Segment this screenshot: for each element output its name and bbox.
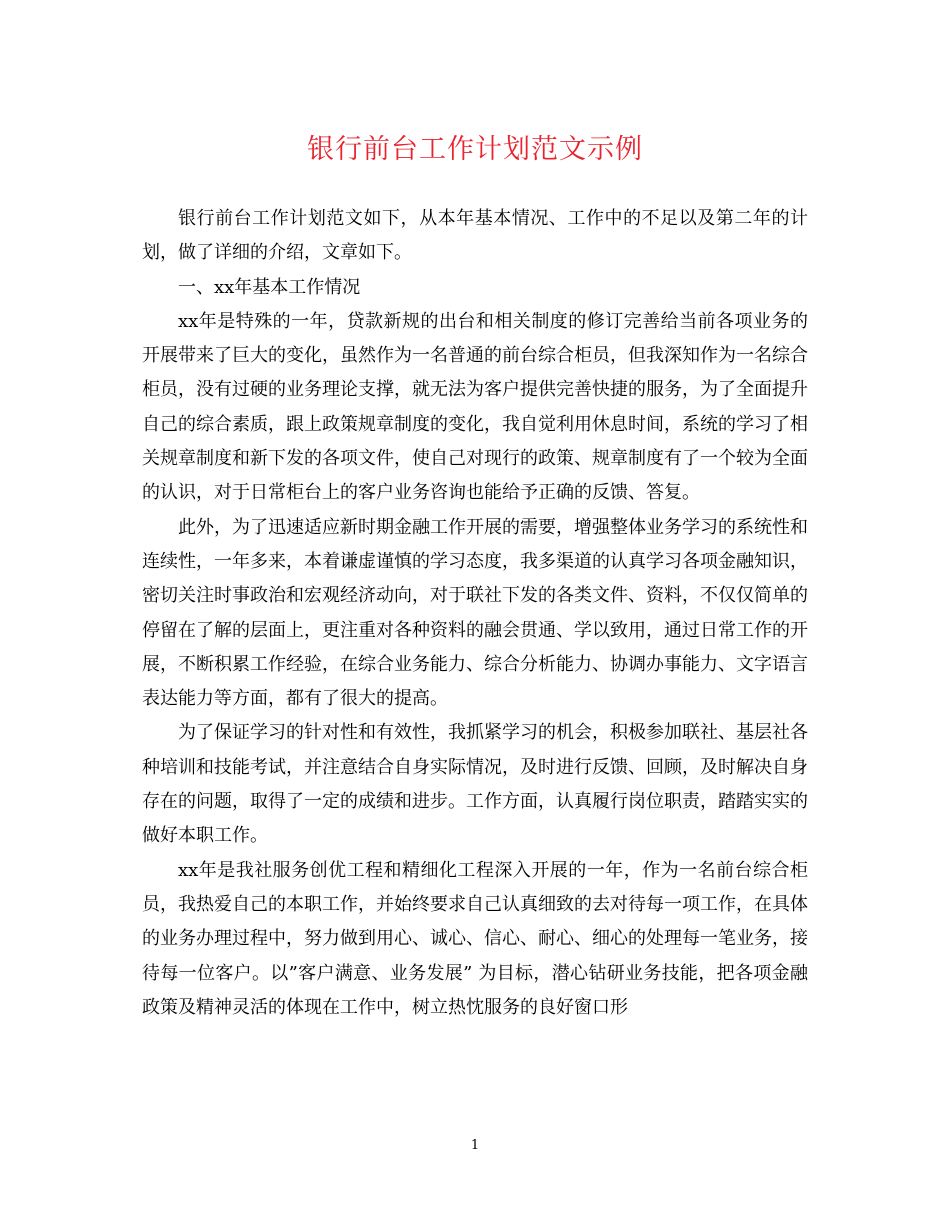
page-number: 1 [470,1138,480,1153]
intro-paragraph: 银行前台工作计划范文如下，从本年基本情况、工作中的不足以及第二年的计划，做了详细的介绍，文章如下。 [142,208,808,264]
body-paragraph: 为了保证学习的针对性和有效性，我抓紧学习的机会，积极参加联社、基层社各种培训和技能考试，并注意结合自身实际情况，及时进行反馈、回顾，及时解决自身存在的问题，取得了一定的成绩和进步。工作方面，认真履行岗位职责，踏踏实实的做好本职工作。 [142,722,808,847]
body-paragraph: xx年是我社服务创优工程和精细化工程深入开展的一年，作为一名前台综合柜员，我热爱自己的本职工作，并始终要求自己认真细致的去对待每一项工作，在具体的业务办理过程中，努力做到用心、诚心、信心、耐心、细心的处理每一笔业务，接待每一位客户。以”客户满意、业务发展” 为目标，潜心钻研业务技能，把各项金融政策及精神灵活的体现在工作中，树立热忱服务的良好窗口形 [142,859,808,1018]
section-heading: 一、xx年基本工作情况 [178,276,361,298]
body-paragraph: xx年是特殊的一年，贷款新规的出台和相关制度的修订完善给当前各项业务的开展带来了巨大的变化，虽然作为一名普通的前台综合柜员，但我深知作为一名综合柜员，没有过硬的业务理论支撑，就无法为客户提供完善快捷的服务，为了全面提升自己的综合素质，跟上政策规章制度的变化，我自觉利用休息时间，系统的学习了相关规章制度和新下发的各项文件，使自己对现行的政策、规章制度有了一个较为全面的认识，对于日常柜台上的客户业务咨询也能给予正确的反馈、答复。 [142,310,808,504]
page-title: 银行前台工作计划范文示例 [307,134,643,165]
body-paragraph: 此外，为了迅速适应新时期金融工作开展的需要，增强整体业务学习的系统性和连续性，一年多来，本着谦虚谨慎的学习态度，我多渠道的认真学习各项金融知识，密切关注时事政治和宏观经济动向，对于联社下发的各类文件、资料，不仅仅简单的停留在了解的层面上，更注重对各种资料的融会贯通、学以致用，通过日常工作的开展，不断积累工作经验，在综合业务能力、综合分析能力、协调办事能力、文字语言表达能力等方面，都有了很大的提高。 [142,516,808,710]
document-body [142,202,808,1025]
